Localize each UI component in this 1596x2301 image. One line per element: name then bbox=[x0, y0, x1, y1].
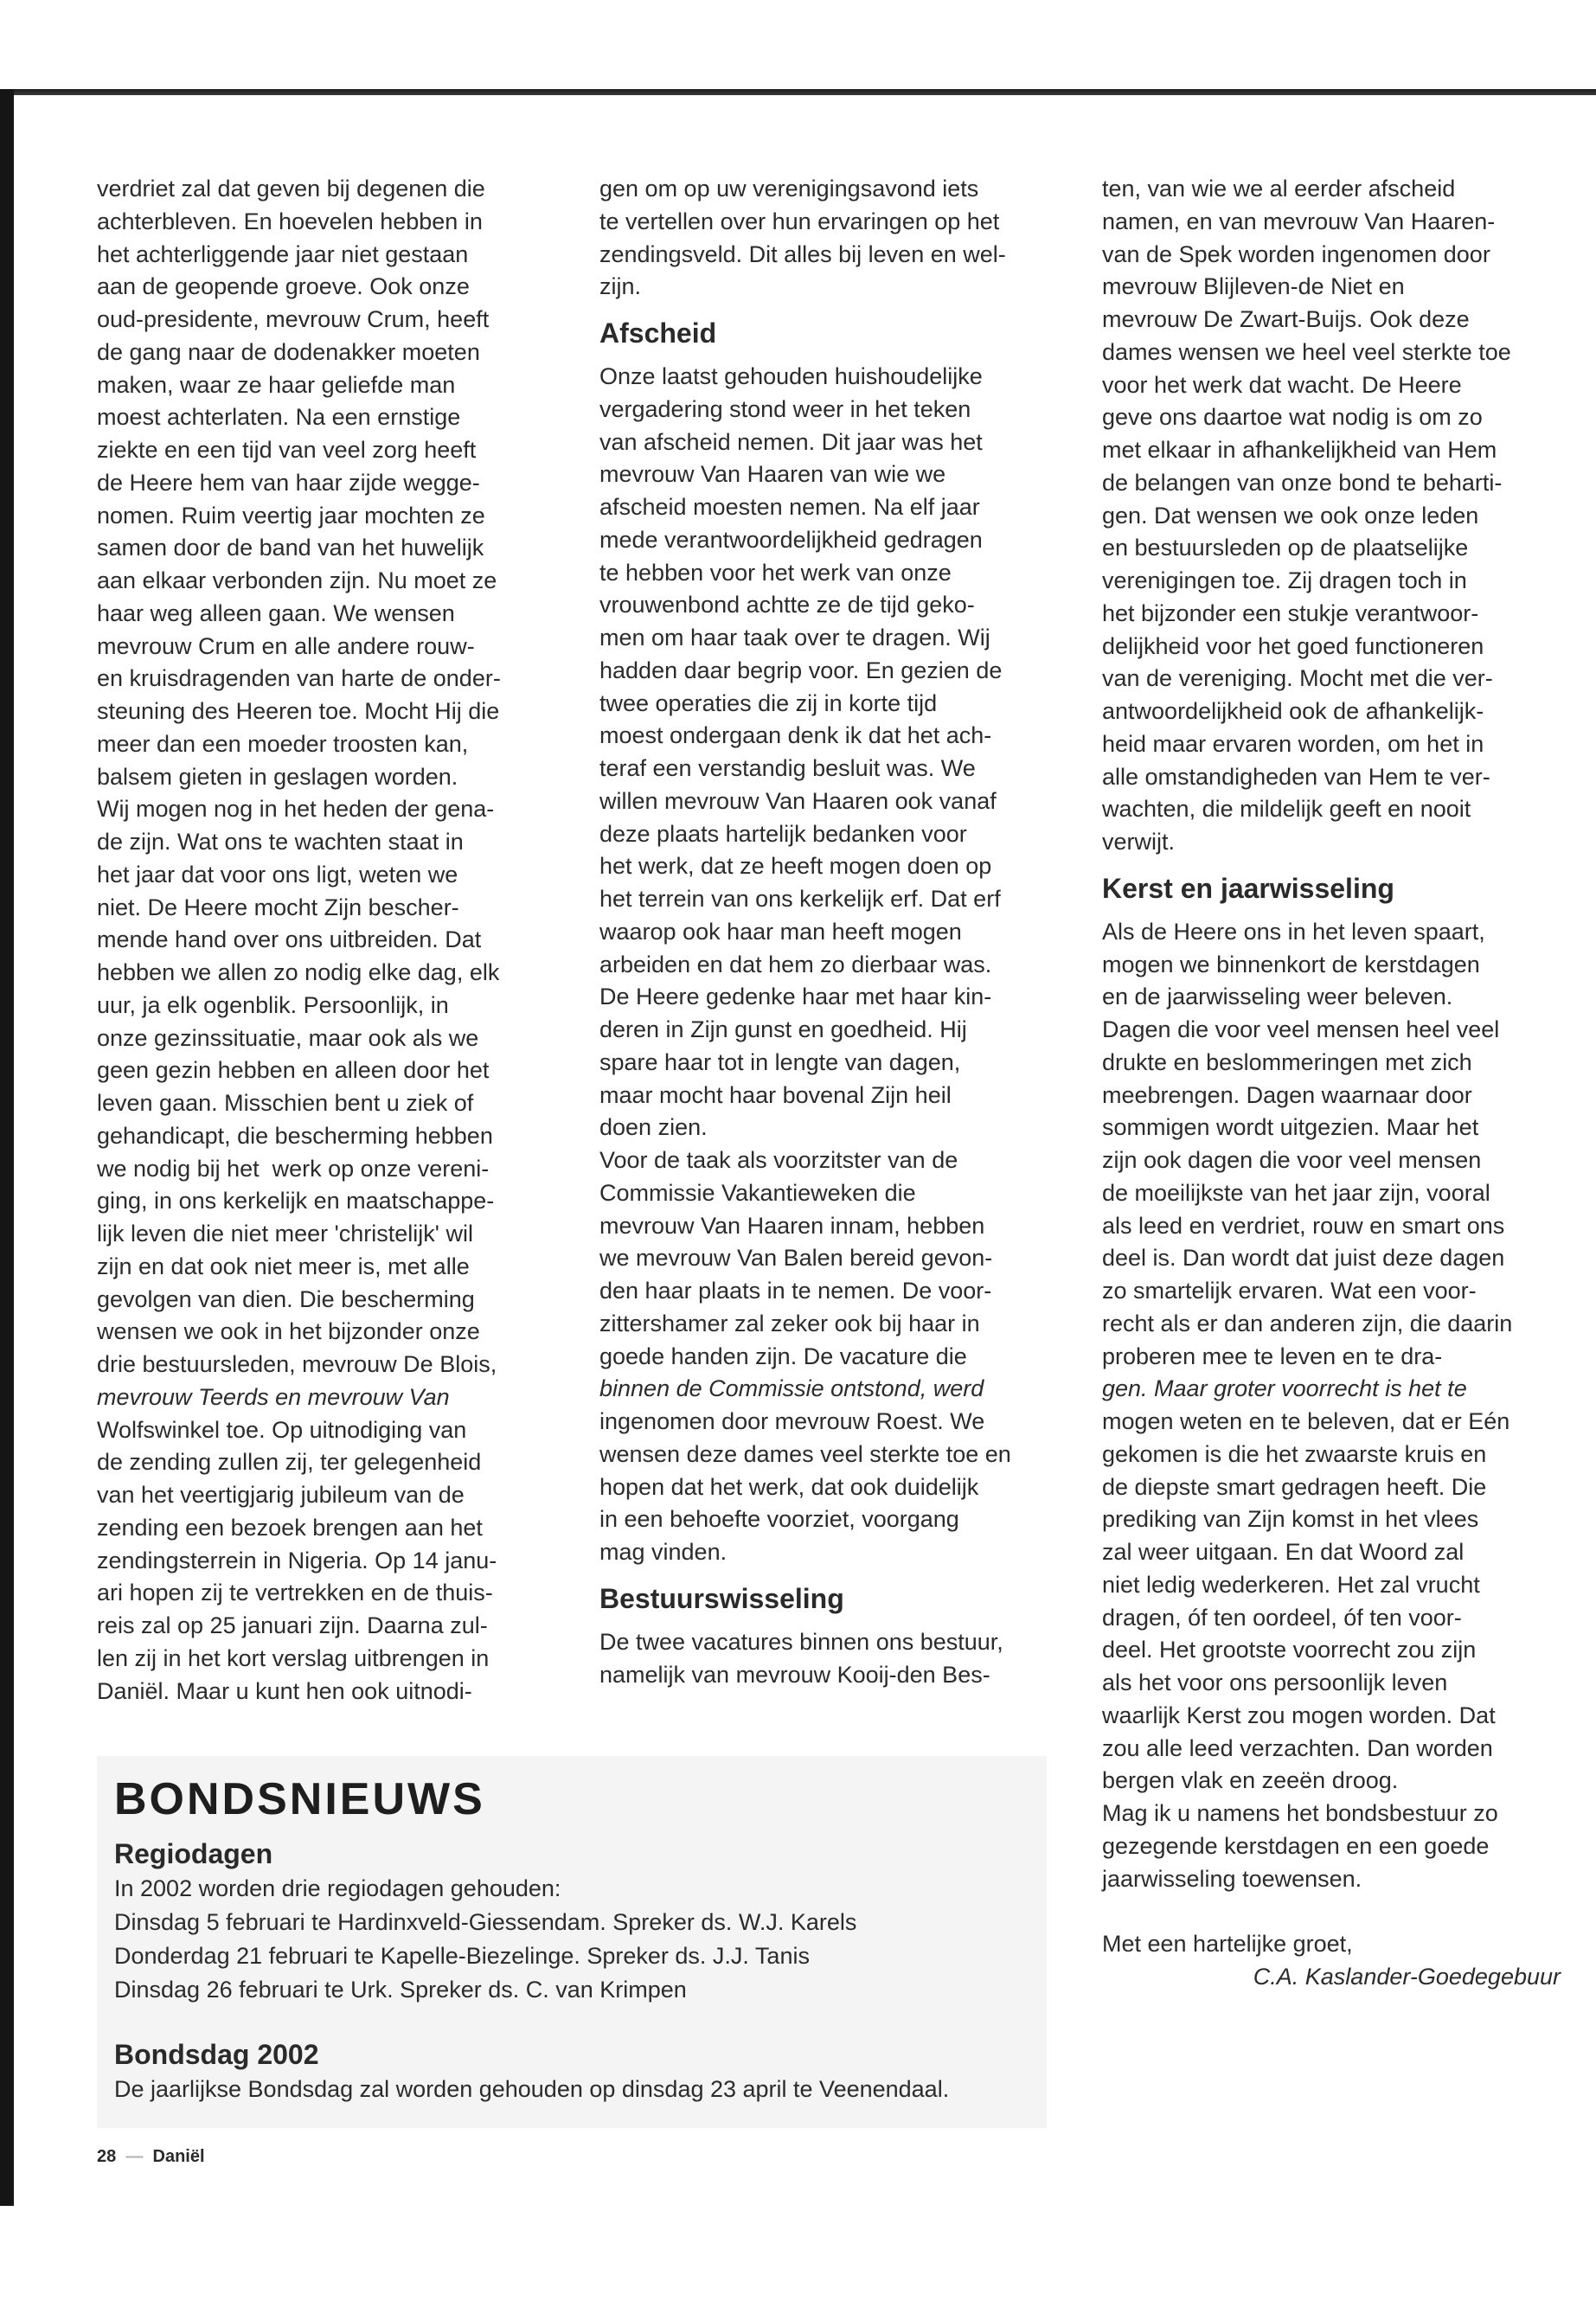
text-line: dames wensen we heel veel sterkte toe bbox=[1102, 338, 1511, 365]
text-line: steuning des Heeren toe. Mocht Hij die bbox=[97, 698, 500, 724]
text-line: en bestuursleden op de plaatselijke bbox=[1102, 535, 1469, 561]
text-line: leven gaan. Misschien bent u ziek of bbox=[97, 1090, 474, 1116]
text-line: namelijk van mevrouw Kooij-den Bes- bbox=[599, 1661, 990, 1688]
text-line: verwijt. bbox=[1102, 829, 1176, 855]
text-line: drie bestuursleden, mevrouw De Blois, bbox=[97, 1351, 497, 1377]
text-line: hadden daar begrip voor. En gezien de bbox=[599, 657, 1003, 683]
afscheid-text-a bbox=[599, 361, 1058, 1373]
text-line: drukte en beslommeringen met zich bbox=[1102, 1048, 1472, 1075]
text-line: Voor de taak als voorzitster van de bbox=[599, 1147, 958, 1173]
text-line: wensen deze dames veel sterkte toe en bbox=[599, 1440, 1011, 1467]
text-line: maar mocht haar bovenal Zijn heil bbox=[599, 1081, 952, 1108]
text-line: hebben we allen zo nodig elke dag, elk bbox=[97, 959, 500, 985]
page-number: 28 bbox=[97, 2147, 117, 2166]
text-line: afscheid moesten nemen. Na elf jaar bbox=[599, 494, 980, 520]
regiodagen-heading: Regiodagen bbox=[114, 1838, 273, 1869]
text-line: mevrouw Van Haaren innam, hebben bbox=[599, 1212, 985, 1239]
text-line: moest ondergaan denk ik dat het ach- bbox=[599, 722, 992, 749]
text-line: Donderdag 21 februari te Kapelle-Biezelinge. Spreker ds. J.J. Tanis bbox=[114, 1943, 810, 1969]
text-line: mevrouw Van Haaren van wie we bbox=[599, 461, 946, 488]
text-line: we mevrouw Van Balen bereid gevon- bbox=[599, 1245, 993, 1272]
greeting: Met een hartelijke groet, bbox=[1102, 1931, 1353, 1958]
scan-border-top bbox=[0, 89, 1596, 95]
text-line: zendingsterrein in Nigeria. Op 14 janu- bbox=[97, 1547, 497, 1574]
text-line: willen mevrouw Van Haaren ook vanaf bbox=[599, 787, 997, 814]
afscheid-italic-line: binnen de Commissie ontstond, werd bbox=[599, 1375, 984, 1402]
text-line: het werk, dat ze heeft mogen doen op bbox=[599, 853, 992, 880]
text-line: mede verantwoordelijkheid gedragen bbox=[599, 526, 983, 553]
text-line: Dinsdag 26 februari te Urk. Spreker ds. C. van Krimpen bbox=[114, 1977, 687, 2003]
text-line: Wij mogen nog in het heden der gena- bbox=[97, 796, 495, 823]
text-line: Mag ik u namens het bondsbestuur zo bbox=[1102, 1800, 1498, 1826]
text-line: reis zal op 25 januari zijn. Daarna zul- bbox=[97, 1612, 488, 1638]
text-line: samen door de band van het huwelijk bbox=[97, 535, 484, 561]
text-line: mevrouw De Zwart-Buijs. Ook deze bbox=[1102, 306, 1470, 332]
column-1-text-a bbox=[97, 173, 555, 1381]
text-line: Als de Heere ons in het leven spaart, bbox=[1102, 918, 1485, 945]
kerst-text-a bbox=[1102, 916, 1561, 1374]
text-line: prediking van Zijn komst in het vlees bbox=[1102, 1506, 1479, 1533]
text-line: gekomen is die het zwaarste kruis en bbox=[1102, 1440, 1487, 1467]
afscheid-text-b bbox=[599, 1406, 1058, 1569]
text-line: delijkheid voor het goed functioneren bbox=[1102, 632, 1484, 659]
kerst-text-b bbox=[1102, 1406, 1561, 1895]
signature: C.A. Kaslander-Goedegebuur bbox=[1253, 1964, 1561, 1990]
text-line: wensen we ook in het bijzonder onze bbox=[97, 1318, 480, 1345]
text-line: geen gezin hebben en alleen door het bbox=[97, 1057, 490, 1084]
text-line: alle omstandigheden van Hem te ver- bbox=[1102, 763, 1490, 790]
regiodagen-lines bbox=[114, 1872, 856, 2007]
text-line: mag vinden. bbox=[599, 1539, 727, 1565]
bondsdag-heading: Bondsdag 2002 bbox=[114, 2039, 319, 2070]
text-line: ingenomen door mevrouw Roest. We bbox=[599, 1408, 985, 1434]
text-line: Dinsdag 5 februari te Hardinxveld-Giessendam. Spreker ds. W.J. Karels bbox=[114, 1909, 857, 1935]
text-line: hopen dat het werk, dat ook duidelijk bbox=[599, 1473, 979, 1500]
text-line: moest achterlaten. Na een ernstige bbox=[97, 404, 461, 431]
text-line: zijn. bbox=[599, 273, 642, 300]
bondsnieuws-box bbox=[97, 1756, 1047, 2128]
bondsdag-section bbox=[114, 2036, 949, 2106]
text-line: zou alle leed verzachten. Dan worden bbox=[1102, 1734, 1493, 1761]
text-line: teraf een verstandig besluit was. We bbox=[599, 755, 976, 781]
bestuurswisseling-text bbox=[599, 1626, 1058, 1692]
column-1-text-b bbox=[97, 1414, 555, 1708]
text-line: van de Spek worden ingenomen door bbox=[1102, 240, 1490, 267]
text-line: oud-presidente, mevrouw Crum, heeft bbox=[97, 306, 490, 332]
text-line: gezegende kerstdagen en een goede bbox=[1102, 1832, 1490, 1859]
text-line: zending een bezoek brengen aan het bbox=[97, 1514, 483, 1541]
text-line: Dagen die voor veel mensen heel veel bbox=[1102, 1016, 1500, 1042]
text-line: het achterliggende jaar niet gestaan bbox=[97, 240, 469, 267]
text-line: de zending zullen zij, ter gelegenheid bbox=[97, 1449, 482, 1476]
text-line: meebrengen. Dagen waarnaar door bbox=[1102, 1081, 1472, 1108]
text-line: verenigingen toe. Zij dragen toch in bbox=[1102, 567, 1467, 593]
text-line: In 2002 worden drie regiodagen gehouden: bbox=[114, 1875, 561, 1901]
text-line: mevrouw Crum en alle andere rouw- bbox=[97, 632, 475, 659]
text-line: proberen mee te leven en te dra- bbox=[1102, 1343, 1443, 1369]
text-line: het terrein van ons kerkelijk erf. Dat erf bbox=[599, 886, 1001, 912]
text-line: mogen weten en te beleven, dat er Eén bbox=[1102, 1408, 1510, 1434]
text-line: den haar plaats in te nemen. De voor- bbox=[599, 1278, 992, 1304]
text-line: lijk leven die niet meer 'christelijk' wil bbox=[97, 1221, 473, 1247]
bondsnieuws-title: BONDSNIEUWS bbox=[114, 1774, 485, 1824]
text-line: geve ons daartoe wat nodig is om zo bbox=[1102, 404, 1483, 431]
text-line: van afscheid nemen. Dit jaar was het bbox=[599, 428, 983, 455]
column-3 bbox=[1102, 173, 1561, 1994]
page-footer bbox=[97, 2147, 205, 2167]
text-line: zo smartelijk ervaren. Wat een voor- bbox=[1102, 1278, 1477, 1304]
text-line: niet. De Heere mocht Zijn bescher- bbox=[97, 894, 459, 920]
text-line: als leed en verdriet, rouw en smart ons bbox=[1102, 1212, 1505, 1239]
heading-bestuurswisseling: Bestuurswisseling bbox=[599, 1582, 844, 1614]
text-line: zendingsveld. Dit alles bij leven en wel- bbox=[599, 240, 1006, 267]
text-line: vrouwenbond achtte ze de tijd geko- bbox=[599, 592, 975, 619]
text-line: gehandicapt, die bescherming hebben bbox=[97, 1122, 493, 1149]
column-2-intro bbox=[599, 173, 1058, 304]
text-line: Daniël. Maar u kunt hen ook uitnodi- bbox=[97, 1677, 472, 1704]
text-line: en de jaarwisseling weer beleven. bbox=[1102, 984, 1453, 1010]
text-line: deren in Zijn gunst en goedheid. Hij bbox=[599, 1016, 967, 1042]
text-line: in een behoefte voorziet, voorgang bbox=[599, 1506, 959, 1533]
column-3-intro bbox=[1102, 173, 1561, 859]
text-line: zittershamer zal zeker ook bij haar in bbox=[599, 1310, 980, 1336]
magazine-name: Daniël bbox=[152, 2147, 205, 2166]
bondsdag-text: De jaarlijkse Bondsdag zal worden gehouden op dinsdag 23 april te Veenendaal. bbox=[114, 2076, 950, 2102]
text-line: aan elkaar verbonden zijn. Nu moet ze bbox=[97, 567, 497, 593]
text-line: voor het werk dat wacht. De Heere bbox=[1102, 371, 1462, 398]
text-line: recht als er dan anderen zijn, die daarin bbox=[1102, 1310, 1513, 1336]
text-line: nomen. Ruim veertig jaar mochten ze bbox=[97, 502, 485, 529]
text-line: deze plaats hartelijk bedanken voor bbox=[599, 820, 967, 847]
text-line: de moeilijkste van het jaar zijn, vooral bbox=[1102, 1179, 1490, 1206]
text-line: als het voor ons persoonlijk leven bbox=[1102, 1670, 1448, 1695]
text-line: twee operaties die zij in korte tijd bbox=[599, 689, 938, 716]
text-line: jaarwisseling toewensen. bbox=[1102, 1865, 1362, 1892]
text-line: met elkaar in afhankelijkheid van Hem bbox=[1102, 437, 1497, 463]
column-2 bbox=[599, 173, 1058, 1691]
text-line: zijn ook dagen die voor veel mensen bbox=[1102, 1147, 1482, 1173]
scan-border-left bbox=[0, 89, 14, 2206]
text-line: Wolfswinkel toe. Op uitnodiging van bbox=[97, 1416, 467, 1443]
text-line: doen zien. bbox=[599, 1114, 708, 1141]
text-line: De Heere gedenke haar met haar kin- bbox=[599, 984, 992, 1010]
text-line: wachten, die mildelijk geeft en nooit bbox=[1102, 796, 1471, 823]
text-line: het bijzonder een stukje verantwoor- bbox=[1102, 599, 1479, 626]
text-line: heid maar ervaren worden, om het in bbox=[1102, 730, 1484, 757]
text-line: spare haar tot in lengte van dagen, bbox=[599, 1048, 961, 1075]
text-line: we nodig bij het werk op onze vereni- bbox=[97, 1155, 490, 1182]
text-line: mende hand over ons uitbreiden. Dat bbox=[97, 926, 482, 953]
text-line: te hebben voor het werk van onze bbox=[599, 559, 952, 586]
text-line: zal weer uitgaan. En dat Woord zal bbox=[1102, 1539, 1465, 1565]
text-line: de Heere hem van haar zijde wegge- bbox=[97, 469, 480, 496]
text-line: aan de geopende groeve. Ook onze bbox=[97, 273, 470, 300]
text-line: De twee vacatures binnen ons bestuur, bbox=[599, 1628, 1003, 1655]
text-line: waarop ook haar man heeft mogen bbox=[599, 918, 962, 945]
text-line: de zijn. Wat ons te wachten staat in bbox=[97, 829, 464, 855]
text-line: ging, in ons kerkelijk en maatschappe- bbox=[97, 1188, 495, 1215]
text-line: goede handen zijn. De vacature die bbox=[599, 1343, 967, 1369]
text-line: niet ledig wederkeren. Het zal vrucht bbox=[1102, 1571, 1480, 1598]
text-line: het jaar dat voor ons ligt, weten we bbox=[97, 861, 458, 888]
column-1 bbox=[97, 173, 555, 1708]
text-line: de gang naar de dodenakker moeten bbox=[97, 338, 480, 365]
text-line: balsem gieten in geslagen worden. bbox=[97, 763, 458, 790]
text-line: antwoordelijkheid ook de afhankelijk- bbox=[1102, 698, 1484, 724]
text-line: ziekte en een tijd van veel zorg heeft bbox=[97, 437, 477, 463]
text-line: mogen we binnenkort de kerstdagen bbox=[1102, 951, 1480, 977]
text-line: maken, waar ze haar geliefde man bbox=[97, 371, 456, 398]
text-line: Commissie Vakantieweken die bbox=[599, 1179, 916, 1206]
text-line: vergadering stond weer in het teken bbox=[599, 395, 971, 422]
text-line: ari hopen zij te vertrekken en de thuis- bbox=[97, 1580, 493, 1606]
text-line: van het veertigjarig jubileum van de bbox=[97, 1482, 465, 1508]
text-line: de belangen van onze bond te beharti- bbox=[1102, 469, 1503, 496]
column-1-italic-line: mevrouw Teerds en mevrouw Van bbox=[97, 1383, 450, 1410]
kerst-italic-line: gen. Maar groter voorrecht is het te bbox=[1102, 1375, 1467, 1402]
text-line: onze gezinssituatie, maar ook als we bbox=[97, 1024, 479, 1051]
footer-separator: — bbox=[125, 2147, 144, 2166]
text-line: ten, van wie we al eerder afscheid bbox=[1102, 176, 1456, 202]
heading-afscheid: Afscheid bbox=[599, 317, 717, 349]
text-line: haar weg alleen gaan. We wensen bbox=[97, 599, 455, 626]
text-line: bergen vlak en zeeën droog. bbox=[1102, 1767, 1399, 1794]
text-line: zijn en dat ook niet meer is, met alle bbox=[97, 1253, 470, 1279]
text-line: men om haar taak over te dragen. Wij bbox=[599, 625, 990, 651]
text-line: deel. Het grootste voorrecht zou zijn bbox=[1102, 1637, 1477, 1663]
text-line: van de vereniging. Mocht met die ver- bbox=[1102, 665, 1493, 692]
text-line: gen om op uw verenigingsavond iets bbox=[599, 176, 979, 202]
text-line: waarlijk Kerst zou mogen worden. Dat bbox=[1102, 1702, 1496, 1728]
text-line: de diepste smart gedragen heeft. Die bbox=[1102, 1473, 1487, 1500]
text-line: gevolgen van dien. Die bescherming bbox=[97, 1285, 475, 1312]
text-line: verdriet zal dat geven bij degenen die bbox=[97, 176, 485, 202]
text-line: deel is. Dan wordt dat juist deze dagen bbox=[1102, 1245, 1505, 1272]
text-line: en kruisdragenden van harte de onder- bbox=[97, 665, 501, 692]
text-line: achterbleven. En hoevelen hebben in bbox=[97, 208, 483, 234]
text-line: sommigen wordt uitgezien. Maar het bbox=[1102, 1114, 1479, 1141]
text-line: gen. Dat wensen we ook onze leden bbox=[1102, 502, 1479, 529]
text-line: te vertellen over hun ervaringen op het bbox=[599, 208, 1000, 234]
text-line: Onze laatst gehouden huishoudelijke bbox=[599, 363, 983, 389]
text-line: len zij in het kort verslag uitbrengen in bbox=[97, 1644, 490, 1671]
text-line: meer dan een moeder troosten kan, bbox=[97, 730, 469, 757]
heading-kerst: Kerst en jaarwisseling bbox=[1102, 872, 1394, 904]
text-line: uur, ja elk ogenblik. Persoonlijk, in bbox=[97, 991, 449, 1018]
text-line: arbeiden en dat hem zo dierbaar was. bbox=[599, 951, 992, 977]
text-line: mevrouw Blijleven-de Niet en bbox=[1102, 273, 1405, 300]
text-line: namen, en van mevrouw Van Haaren- bbox=[1102, 208, 1496, 234]
text-line: dragen, óf ten oordeel, óf ten voor- bbox=[1102, 1604, 1462, 1631]
regiodagen-section bbox=[114, 1836, 856, 2007]
